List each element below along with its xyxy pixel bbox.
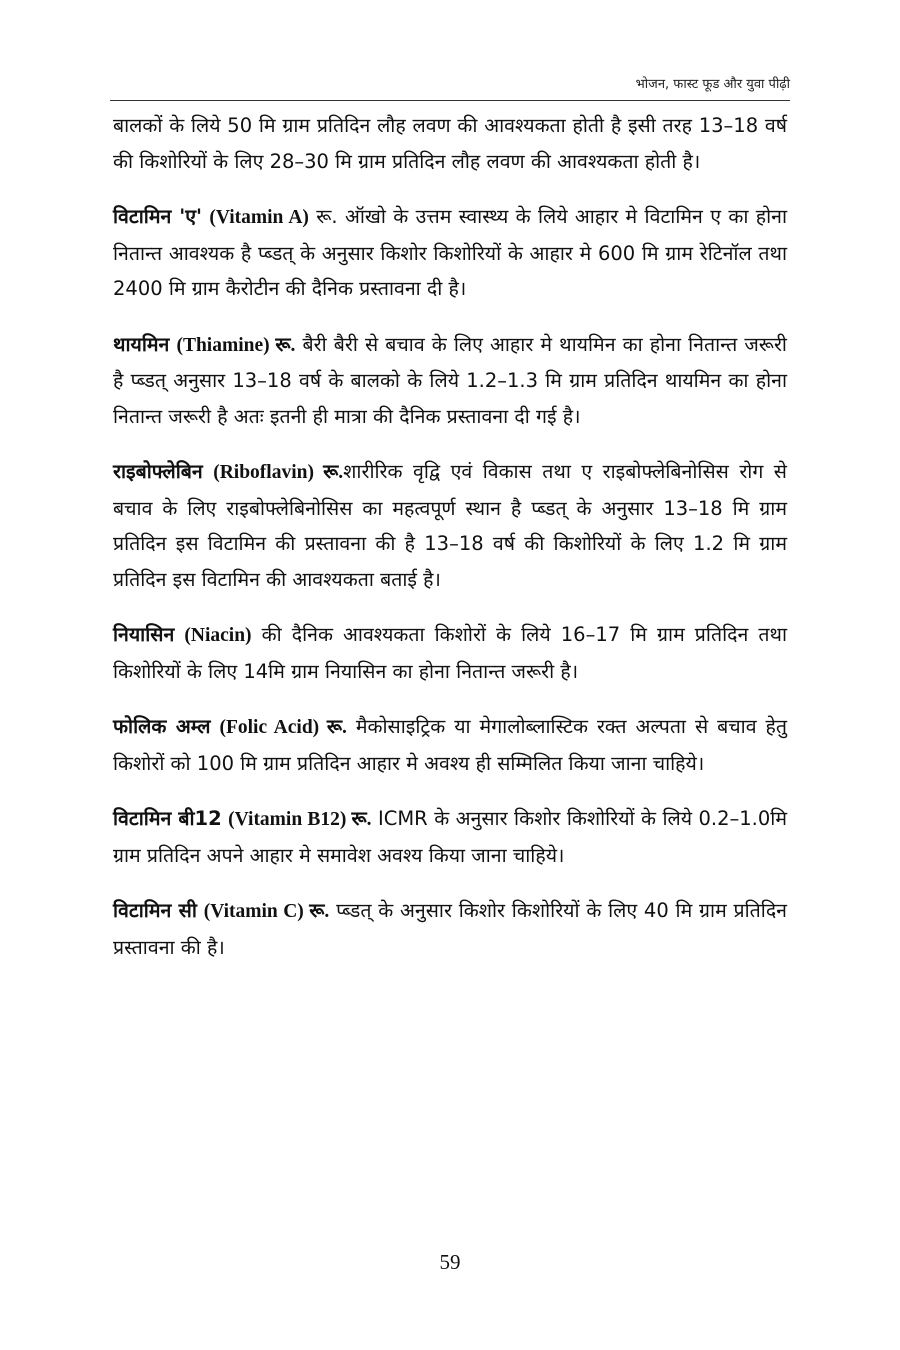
paragraph-vitamin-a [113,199,787,307]
paragraph-thiamine [113,327,787,435]
paragraph-heading: विटामिन सी [113,899,197,922]
paragraph-heading-en: (Thiamine) रू. [176,334,296,356]
paragraph-riboflavin [113,454,787,597]
paragraph-heading-en: (Vitamin B12) रू. [228,809,372,830]
paragraph-text: बैरी बैरी से बचाव के लिए आहार मे थायमिन का होना नितान्त जरूरी है प्ब्डत् अनुसार 13–18 वर्ष के बालको के लिये 1.2–1.3 मि ग्राम प्रतिदिन थायमिन का होना नितान्त जरूरी है अतः इतनी ही मात्रा की दैनिक प्रस्तावना दी गई है। [113,332,787,428]
paragraph-heading: विटामिन 'ए' [113,205,202,228]
paragraph-folic-acid [113,709,787,781]
paragraph-heading-en: (Riboflavin) रू. [213,462,344,483]
paragraph-heading: विटामिन बी12 [113,807,222,830]
running-header: भोजन, फास्ट फूड और युवा पीढ़ी [635,77,790,92]
paragraph-heading-en: (Vitamin C) रू. [203,901,330,922]
paragraph-iron [113,108,787,179]
paragraph-text: रू. ऑखो के उत्तम स्वास्थ्य के लिये आहार मे विटामिन ए का होना नितान्त आवश्यक है प्ब्डत् के अनुसार किशोर किशोरियों के आहार मे 600 मि ग्राम रेटिनॉल तथा 2400 मि ग्राम कैरोटीन की दैनिक प्रस्तावना दी है। [113,205,787,300]
paragraph-text: बालकों के लिये 50 मि ग्राम प्रतिदिन लौह लवण की आवश्यकता होती है इसी तरह 13–18 वर्ष की किशोरियों के लिए 28–30 मि ग्राम प्रतिदिन लौह लवण की आवश्यकता होती है। [113,114,787,173]
paragraph-text: मैकोसाइट्रिक या मेगालोब्लास्टिक रक्त अल्पता से बचाव हेतु किशोरों को 100 मि ग्राम प्रतिदिन आहार मे अवश्य ही सम्मिलित किया जाना चाहिये। [113,715,787,775]
paragraph-heading: नियासिन [113,623,175,646]
paragraph-heading-en: (Vitamin A) [209,207,309,228]
paragraph-text: शारीरिक वृद्वि एवं विकास तथा ए राइबोफ्लेबिनोसिस रोग से बचाव के लिए राइबोफ्लेबिनोसिस का महत्वपूर्ण स्थान है प्ब्डत् के अनुसार 13–18 मि ग्राम प्रतिदिन इस विटामिन की प्रस्तावना की है 13–18 वर्ष की किशोरियों के लिए 1.2 मि ग्राम प्रतिदिन इस विटामिन की आवश्यकता बताई है। [113,460,787,591]
paragraph-vitamin-b12 [113,801,787,873]
paragraph-heading: राइबोफ्लेबिन [113,460,203,483]
page-number: 59 [439,1250,461,1274]
paragraph-text: प्ब्डत् के अनुसार किशोर किशोरियों के लिए 40 मि ग्राम प्रतिदिन प्रस्तावना की है। [113,899,788,959]
paragraph-heading-en: (Folic Acid) रू. [219,717,347,738]
paragraph-heading-en: (Niacin) [184,625,252,646]
paragraph-vitamin-c [113,893,787,965]
paragraph-text: ICMR के अनुसार किशोर किशोरियों के लिये 0.2–1.0मि ग्राम प्रतिदिन अपने आहार मे समावेश अवश्य किया जाना चाहिये। [113,807,788,867]
paragraph-heading: थायमिन [113,332,170,356]
page-body [113,108,787,985]
paragraph-niacin [113,617,787,689]
paragraph-heading: फोलिक अम्ल [113,715,211,738]
paragraph-text: की दैनिक आवश्यकता किशोरों के लिये 16–17 मि ग्राम प्रतिदिन तथा किशोरियों के लिए 14मि ग्राम नियासिन का होना नितान्त जरूरी है। [113,623,787,683]
header-divider [110,100,790,101]
